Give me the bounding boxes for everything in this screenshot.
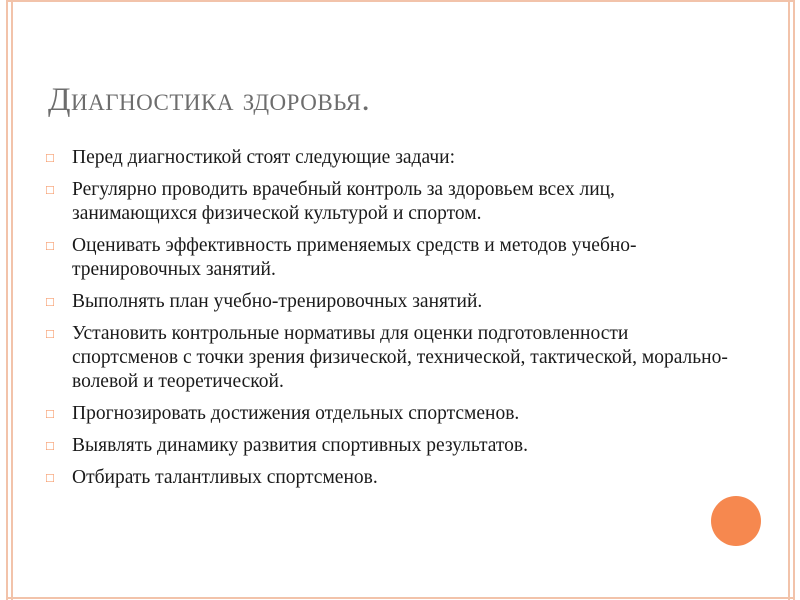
square-bullet-icon: □	[46, 438, 54, 453]
square-bullet-icon: □	[46, 470, 54, 485]
list-item	[46, 146, 736, 170]
list-item	[46, 322, 736, 394]
list-item-text: Выполнять план учебно-тренировочных занятий.	[72, 291, 483, 312]
frame-bottom-border	[6, 597, 795, 599]
list-item	[46, 234, 736, 282]
list-item	[46, 290, 736, 314]
square-bullet-icon: □	[46, 294, 54, 309]
accent-circle-decoration	[711, 496, 761, 546]
square-bullet-icon: □	[46, 150, 54, 165]
frame-left-inner-border	[11, 0, 13, 600]
list-item	[46, 466, 736, 490]
list-item-text: Установить контрольные нормативы для оценки подготовленности спортсменов с точки зрения физической, технической, тактической, морально-волевой и теоретической.	[72, 323, 728, 392]
bullet-list	[46, 146, 736, 498]
list-item-text: Перед диагностикой стоят следующие задачи:	[72, 147, 456, 168]
list-item	[46, 434, 736, 458]
list-item-text: Выявлять динамику развития спортивных результатов.	[72, 435, 528, 456]
square-bullet-icon: □	[46, 238, 54, 253]
list-item	[46, 178, 736, 226]
square-bullet-icon: □	[46, 182, 54, 197]
list-item-text: Прогнозировать достижения отдельных спортсменов.	[72, 403, 520, 424]
frame-left-outer-border	[6, 0, 8, 600]
list-item-text: Оценивать эффективность применяемых средств и методов учебно-тренировочных занятий.	[72, 235, 637, 280]
frame-right-outer-border	[793, 0, 795, 600]
list-item-text: Регулярно проводить врачебный контроль за здоровьем всех лиц, занимающихся физической культурой и спортом.	[72, 179, 615, 224]
list-item-text: Отбирать талантливых спортсменов.	[72, 467, 378, 488]
slide-title: Диагностика здоровья.	[48, 82, 371, 118]
list-item	[46, 402, 736, 426]
square-bullet-icon: □	[46, 326, 54, 341]
square-bullet-icon: □	[46, 406, 54, 421]
frame-right-inner-border	[788, 0, 790, 600]
frame-top-border	[6, 0, 795, 2]
